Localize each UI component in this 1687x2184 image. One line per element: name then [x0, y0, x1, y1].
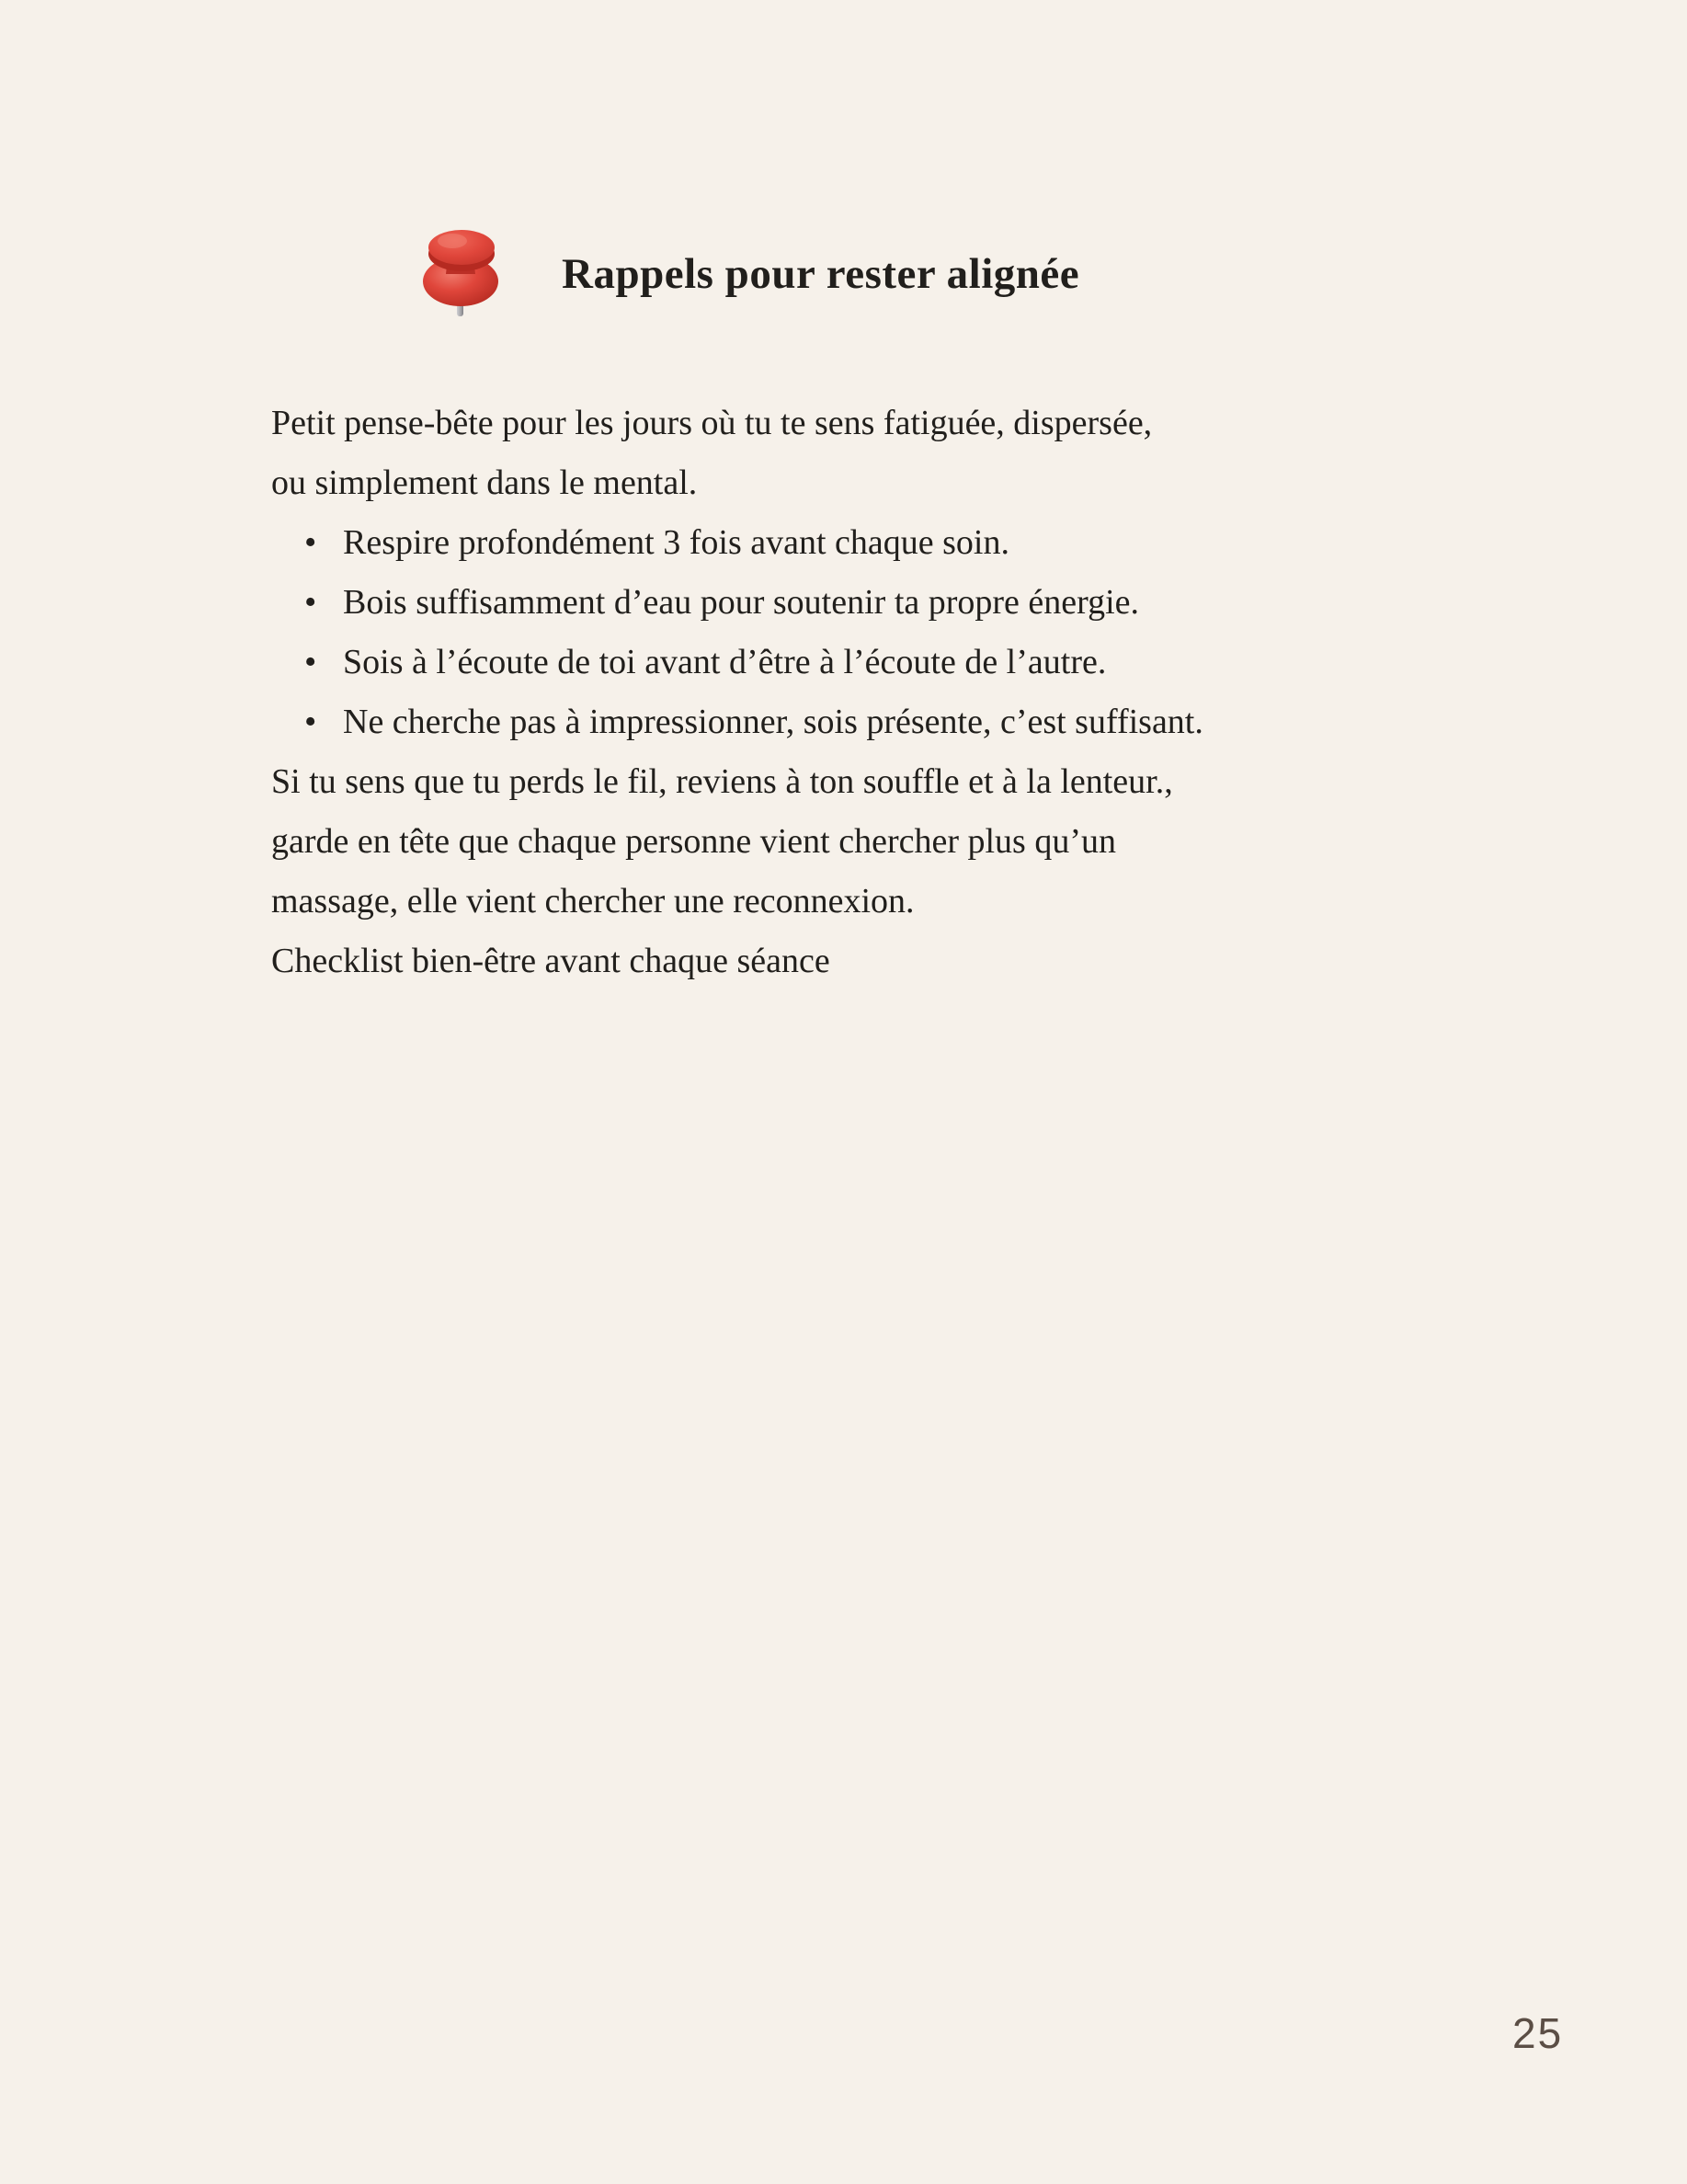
outro-line-1: Si tu sens que tu perds le fil, reviens à ton souffle et à la lenteur., [271, 762, 1173, 801]
body-text [271, 394, 1466, 991]
bullet-dot: • [304, 523, 317, 562]
list-item [271, 692, 1466, 752]
bullet-dot: • [304, 643, 317, 681]
list-item [271, 633, 1466, 692]
bullet-text: Sois à l’écoute de toi avant d’être à l’écoute de l’autre. [343, 643, 1107, 681]
pushpin-icon [418, 228, 503, 320]
section-header [418, 228, 1079, 320]
bullet-dot: • [304, 583, 317, 622]
bullet-text: Bois suffisamment d’eau pour soutenir ta propre énergie. [343, 583, 1140, 622]
bullet-text: Ne cherche pas à impressionner, sois présente, c’est suffisant. [343, 703, 1203, 741]
bullet-text: Respire profondément 3 fois avant chaque soin. [343, 523, 1009, 562]
list-item [271, 513, 1466, 573]
outro-line-4: Checklist bien-être avant chaque séance [271, 942, 830, 980]
outro-line-3: massage, elle vient chercher une reconnexion. [271, 882, 915, 920]
bullet-dot: • [304, 703, 317, 741]
intro-line-2: ou simplement dans le mental. [271, 463, 698, 502]
list-item [271, 573, 1466, 633]
intro-line-1: Petit pense-bête pour les jours où tu te sens fatiguée, dispersée, [271, 404, 1153, 442]
page-title: Rappels pour rester alignée [562, 250, 1080, 298]
page-number: 25 [1512, 2009, 1564, 2057]
outro-line-2: garde en tête que chaque personne vient chercher plus qu’un [271, 822, 1116, 861]
